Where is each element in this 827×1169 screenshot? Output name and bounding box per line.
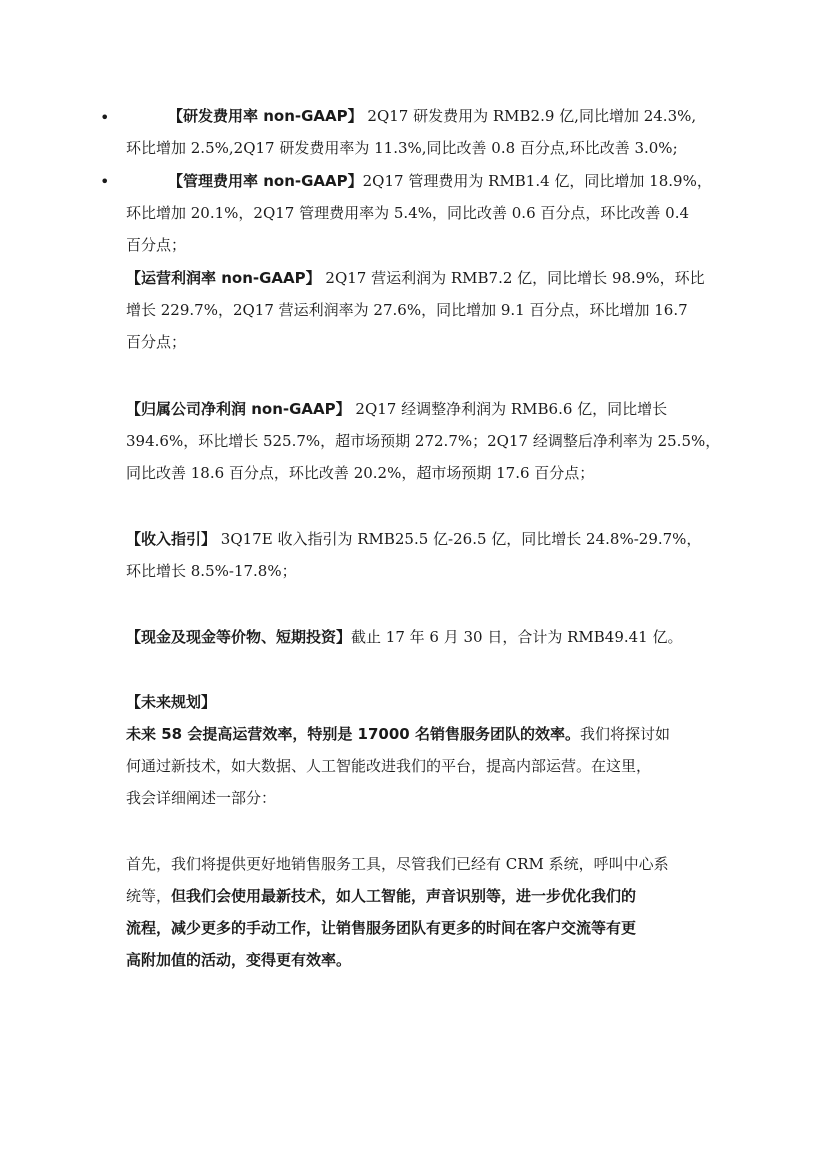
- first-line-2-bold: 但我们会使用最新技术，如人工智能，声音识别等，进一步优化我们的: [171, 887, 637, 905]
- first-line-4: 高附加值的活动，变得更有效率。: [126, 951, 352, 969]
- rd-expense-text-1: 2Q17 研发费用为 RMB2.9 亿,同比增加 24.3%,: [367, 107, 697, 125]
- guidance-text-1: 3Q17E 收入指引为 RMB25.5 亿-26.5 亿，同比增长 24.8%-29.7%，: [220, 530, 702, 548]
- operating-text-2: 增长 229.7%，2Q17 营运利润率为 27.6%，同比增加 9.1 百分点，环比增加 16.7: [126, 301, 688, 319]
- admin-expense-line-1: [126, 169, 712, 193]
- future-line-3: 我会详细阐述一部分：: [126, 789, 277, 807]
- guidance-line-1: [126, 527, 701, 551]
- operating-text-1: 2Q17 营运利润为 RMB7.2 亿，同比增长 98.9%，环比: [325, 269, 705, 287]
- first-line-2: [126, 884, 636, 908]
- net-profit-text-2: 394.6%，环比增长 525.7%，超市场预期 272.7%；2Q17 经调整后净利率为 25.5%，: [126, 432, 721, 450]
- guidance-label: 【收入指引】: [126, 530, 217, 548]
- future-rest-first: 我们将探讨如: [579, 725, 670, 743]
- admin-expense-text-2: 环比增加 20.1%，2Q17 管理费用率为 5.4%，同比改善 0.6 百分点，环比改善 0.4: [126, 204, 690, 222]
- net-profit-line-1: [126, 397, 667, 421]
- net-profit-text-3: 同比改善 18.6 百分点，环比改善 20.2%，超市场预期 17.6 百分点；: [126, 464, 595, 482]
- future-line-2: 何通过新技术，如大数据、人工智能改进我们的平台，提高内部运营。在这里，: [126, 757, 652, 775]
- operating-text-3: 百分点；: [126, 333, 187, 351]
- rd-expense-text-2: 环比增加 2.5%,2Q17 研发费用率为 11.3%,同比改善 0.8 百分点,环比改善 3.0%;: [126, 139, 678, 157]
- first-line-3: 流程，减少更多的手动工作，让销售服务团队有更多的时间在客户交流等有更: [126, 919, 637, 937]
- rd-expense-label: 【研发费用率 non-GAAP】: [168, 107, 363, 125]
- cash-text: 截止 17 年 6 月 30 日，合计为 RMB49.41 亿。: [351, 628, 683, 646]
- first-line-1: 首先，我们将提供更好地销售服务工具，尽管我们已经有 CRM 系统，呼叫中心系: [126, 855, 669, 873]
- cash-label: 【现金及现金等价物、短期投资】: [126, 628, 352, 646]
- bullet-dot: •: [100, 108, 110, 127]
- bullet-dot: •: [100, 172, 110, 191]
- admin-expense-text-1: 2Q17 管理费用为 RMB1.4 亿，同比增加 18.9%，: [362, 172, 712, 190]
- admin-expense-text-3: 百分点；: [126, 236, 187, 254]
- cash-line: [126, 625, 683, 649]
- guidance-text-2: 环比增长 8.5%-17.8%；: [126, 562, 297, 580]
- operating-label: 【运营利润率 non-GAAP】: [126, 269, 321, 287]
- future-bold-lead: 未来 58 会提高运营效率，特别是 17000 名销售服务团队的效率。: [126, 725, 580, 743]
- first-line-2-plain: 统等，: [126, 887, 172, 905]
- future-line-1: [126, 722, 670, 746]
- admin-expense-label: 【管理费用率 non-GAAP】: [168, 172, 363, 190]
- net-profit-label: 【归属公司净利润 non-GAAP】: [126, 400, 351, 418]
- operating-line-1: [126, 266, 705, 290]
- net-profit-text-1: 2Q17 经调整净利润为 RMB6.6 亿，同比增长: [355, 400, 668, 418]
- rd-expense-line-1: [126, 104, 696, 128]
- future-heading: 【未来规划】: [126, 693, 217, 711]
